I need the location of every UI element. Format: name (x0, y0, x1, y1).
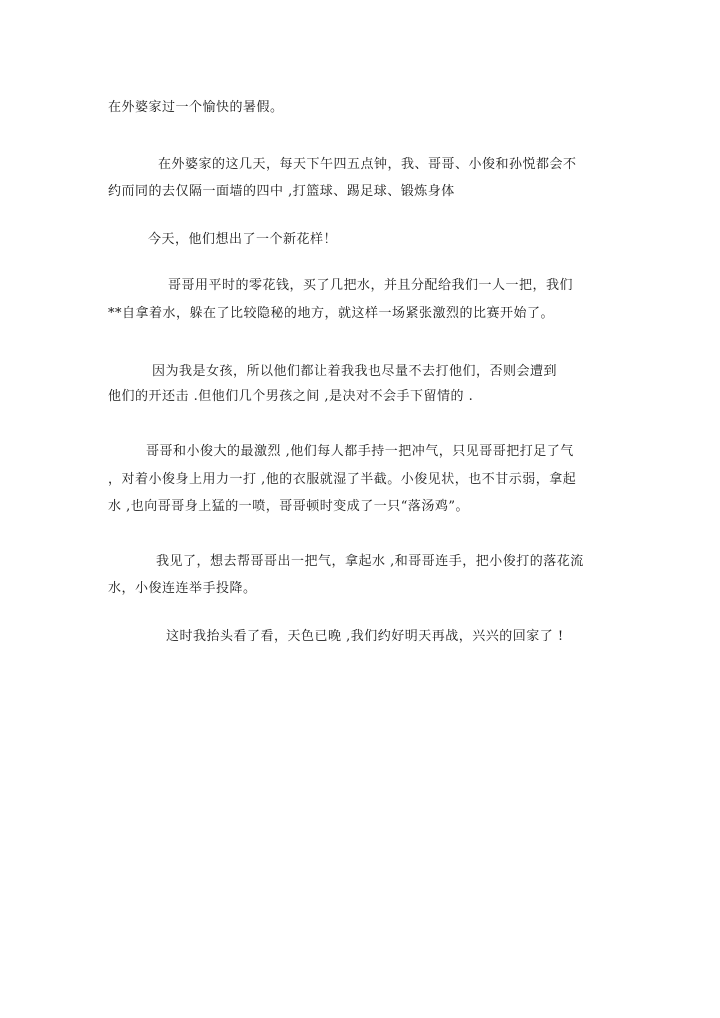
text-line: 在外婆家的这几天，每天下午四五点钟，我、哥哥、小俊和孙悦都会不 (158, 157, 577, 172)
text-line: 水，小俊连连举手投降。 (108, 581, 257, 596)
text-line: 约而同的去仅隔一面墙的四中 ,打篮球、踢足球、锻炼身体 (108, 184, 455, 199)
text-line: ，对着小俊身上用力一打 ,他的衣服就湿了半截。小俊见状，也不甘示弱，拿起 (108, 472, 577, 487)
text-line: 我见了，想去帮哥哥出一把气，拿起水 ,和哥哥连手，把小俊打的落花流 (156, 554, 584, 569)
text-line: 这时我抬头看了看，天色已晚 ,我们约好明天再战，兴兴的回家了 ! (166, 629, 564, 644)
text-line: 哥哥用平时的零花钱，买了几把水，并且分配给我们一人一把，我们 (168, 278, 574, 293)
text-line: 在外婆家过一个愉快的暑假。 (108, 100, 284, 115)
text-line: 水 ,也向哥哥身上猛的一喷，哥哥顿时变成了一只“落汤鸡”。 (108, 499, 470, 514)
text-line: **自拿着水，躲在了比较隐秘的地方，就这样一场紧张激烈的比赛开始了。 (108, 306, 555, 321)
text-line: 他们的开还击 .但他们几个男孩之间 ,是决对不会手下留情的 . (108, 389, 474, 404)
text-line: 今天，他们想出了一个新花样！ (148, 232, 338, 247)
text-line: 哥哥和小俊大的最激烈 ,他们每人都手持一把冲气，只见哥哥把打足了气 (146, 444, 574, 459)
text-line: 因为我是女孩，所以他们都让着我我也尽量不去打他们，否则会遭到 (152, 364, 558, 379)
